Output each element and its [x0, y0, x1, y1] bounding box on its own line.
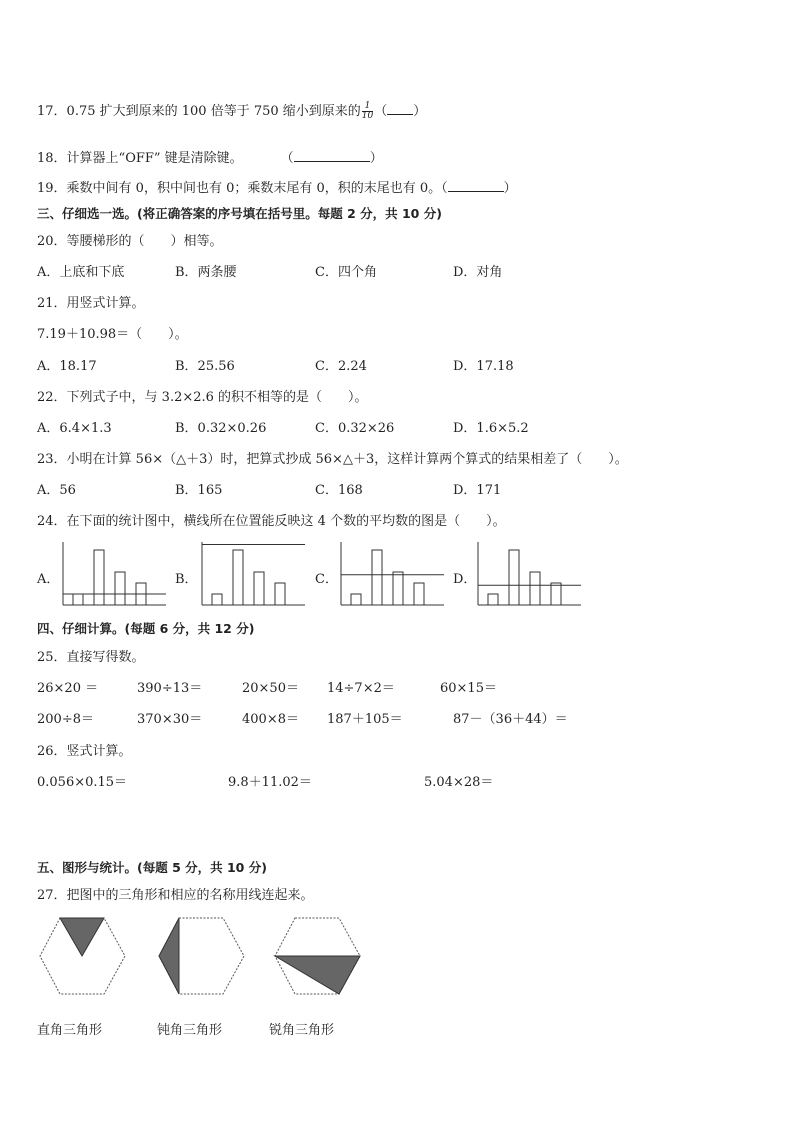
bar [94, 550, 104, 605]
q20-option-a[interactable]: A．上底和下底 [37, 265, 125, 280]
section-4-heading: 四、仔细计算。(每题 6 分，共 12 分) [37, 621, 255, 636]
q25-item: 200÷8＝ [37, 712, 94, 727]
question-21-stem: 21．用竖式计算。 [37, 296, 145, 311]
q25-item: 87－（36＋44）＝ [453, 712, 568, 727]
bar [530, 572, 540, 605]
q21-option-a[interactable]: A．18.17 [37, 359, 97, 374]
q24-option-b[interactable]: B． [175, 572, 198, 587]
bar [233, 550, 243, 605]
chart-d [477, 542, 581, 608]
question-26-stem: 26．竖式计算。 [37, 744, 132, 759]
q24-option-c[interactable]: C． [315, 572, 338, 587]
q22-option-d[interactable]: D．1.6×5.2 [453, 421, 529, 436]
chart-a [62, 542, 166, 608]
q25-item: 26×20 ＝ [37, 681, 99, 696]
label-acute-triangle: 锐角三角形 [269, 1023, 335, 1038]
question-23-stem: 23．小明在计算 56×（△＋3）时，把算式抄成 56×△＋3，这样计算两个算式的结果相差了（ ）。 [37, 452, 628, 467]
bar [254, 572, 264, 605]
q25-item: 370×30＝ [137, 712, 203, 727]
q22-option-c[interactable]: C．0.32×26 [315, 421, 395, 436]
label-obtuse-triangle: 钝角三角形 [157, 1023, 223, 1038]
hexagon-acute-triangle [273, 916, 363, 996]
question-21-expr: 7.19＋10.98＝（ ）。 [37, 327, 188, 342]
bar [488, 594, 498, 605]
q25-item: 400×8＝ [242, 712, 299, 727]
bar [351, 594, 361, 605]
bar [73, 594, 83, 605]
q24-option-d[interactable]: D． [453, 572, 477, 587]
q25-item: 60×15＝ [440, 681, 497, 696]
hexagon-right-triangle [38, 916, 128, 996]
q25-item: 20×50＝ [242, 681, 299, 696]
q21-option-c[interactable]: C．2.24 [315, 359, 367, 374]
bar [551, 583, 561, 605]
q23-option-c[interactable]: C．168 [315, 483, 363, 498]
question-19: 19．乘数中间有 0，积中间也有 0；乘数末尾有 0，积的末尾也有 0。（ ） [37, 177, 517, 196]
q24-option-a[interactable]: A． [37, 572, 60, 587]
q26-item: 0.056×0.15＝ [37, 775, 128, 790]
q22-option-a[interactable]: A．6.4×1.3 [37, 421, 112, 436]
q23-option-a[interactable]: A．56 [37, 483, 76, 498]
question-24-stem: 24．在下面的统计图中，横线所在位置能反映这 4 个数的平均数的图是（ ）。 [37, 514, 506, 529]
q25-item: 14÷7×2＝ [327, 681, 395, 696]
answer-blank-17[interactable] [387, 101, 413, 115]
chart-b [201, 542, 305, 608]
q21-option-d[interactable]: D．17.18 [453, 359, 514, 374]
bar [115, 572, 125, 605]
bar [212, 594, 222, 605]
question-27-stem: 27．把图中的三角形和相应的名称用线连起来。 [37, 888, 314, 903]
q25-item: 390÷13＝ [137, 681, 203, 696]
section-5-heading: 五、图形与统计。(每题 5 分，共 10 分) [37, 860, 267, 875]
q25-item: 187＋105＝ [327, 712, 403, 727]
fraction-one-tenth: $\frac{1}{10}$ [361, 101, 374, 121]
q26-item: 5.04×28＝ [424, 775, 494, 790]
question-22-stem: 22．下列式子中，与 3.2×2.6 的积不相等的是（ ）。 [37, 390, 368, 405]
hexagon-obtuse-triangle [157, 916, 247, 996]
question-25-stem: 25．直接写得数。 [37, 650, 145, 665]
q23-option-b[interactable]: B．165 [175, 483, 223, 498]
section-3-heading: 三、仔细选一选。(将正确答案的序号填在括号里。每题 2 分，共 10 分) [37, 206, 442, 221]
question-18: 18．计算器上“OFF” 键是清除键。 （ ） [37, 147, 383, 166]
bar [372, 550, 382, 605]
q21-option-b[interactable]: B．25.56 [175, 359, 235, 374]
bar [393, 572, 403, 605]
q20-option-d[interactable]: D．对角 [453, 265, 503, 280]
bar [414, 583, 424, 605]
bar [275, 583, 285, 605]
q23-option-d[interactable]: D．171 [453, 483, 502, 498]
answer-blank-19[interactable] [448, 178, 504, 192]
bar [509, 550, 519, 605]
label-right-triangle: 直角三角形 [37, 1023, 103, 1038]
q20-option-c[interactable]: C．四个角 [315, 265, 377, 280]
question-17: 17．0.75 扩大到原来的 100 倍等于 750 缩小到原来的 $\frac{1}{10}$ （ ） [37, 101, 427, 121]
answer-blank-18[interactable] [294, 148, 370, 162]
q26-item: 9.8＋11.02＝ [228, 775, 312, 790]
q22-option-b[interactable]: B．0.32×0.26 [175, 421, 267, 436]
q20-option-b[interactable]: B．两条腰 [175, 265, 237, 280]
question-20-stem: 20．等腰梯形的（ ）相等。 [37, 234, 223, 249]
chart-c [340, 542, 444, 608]
